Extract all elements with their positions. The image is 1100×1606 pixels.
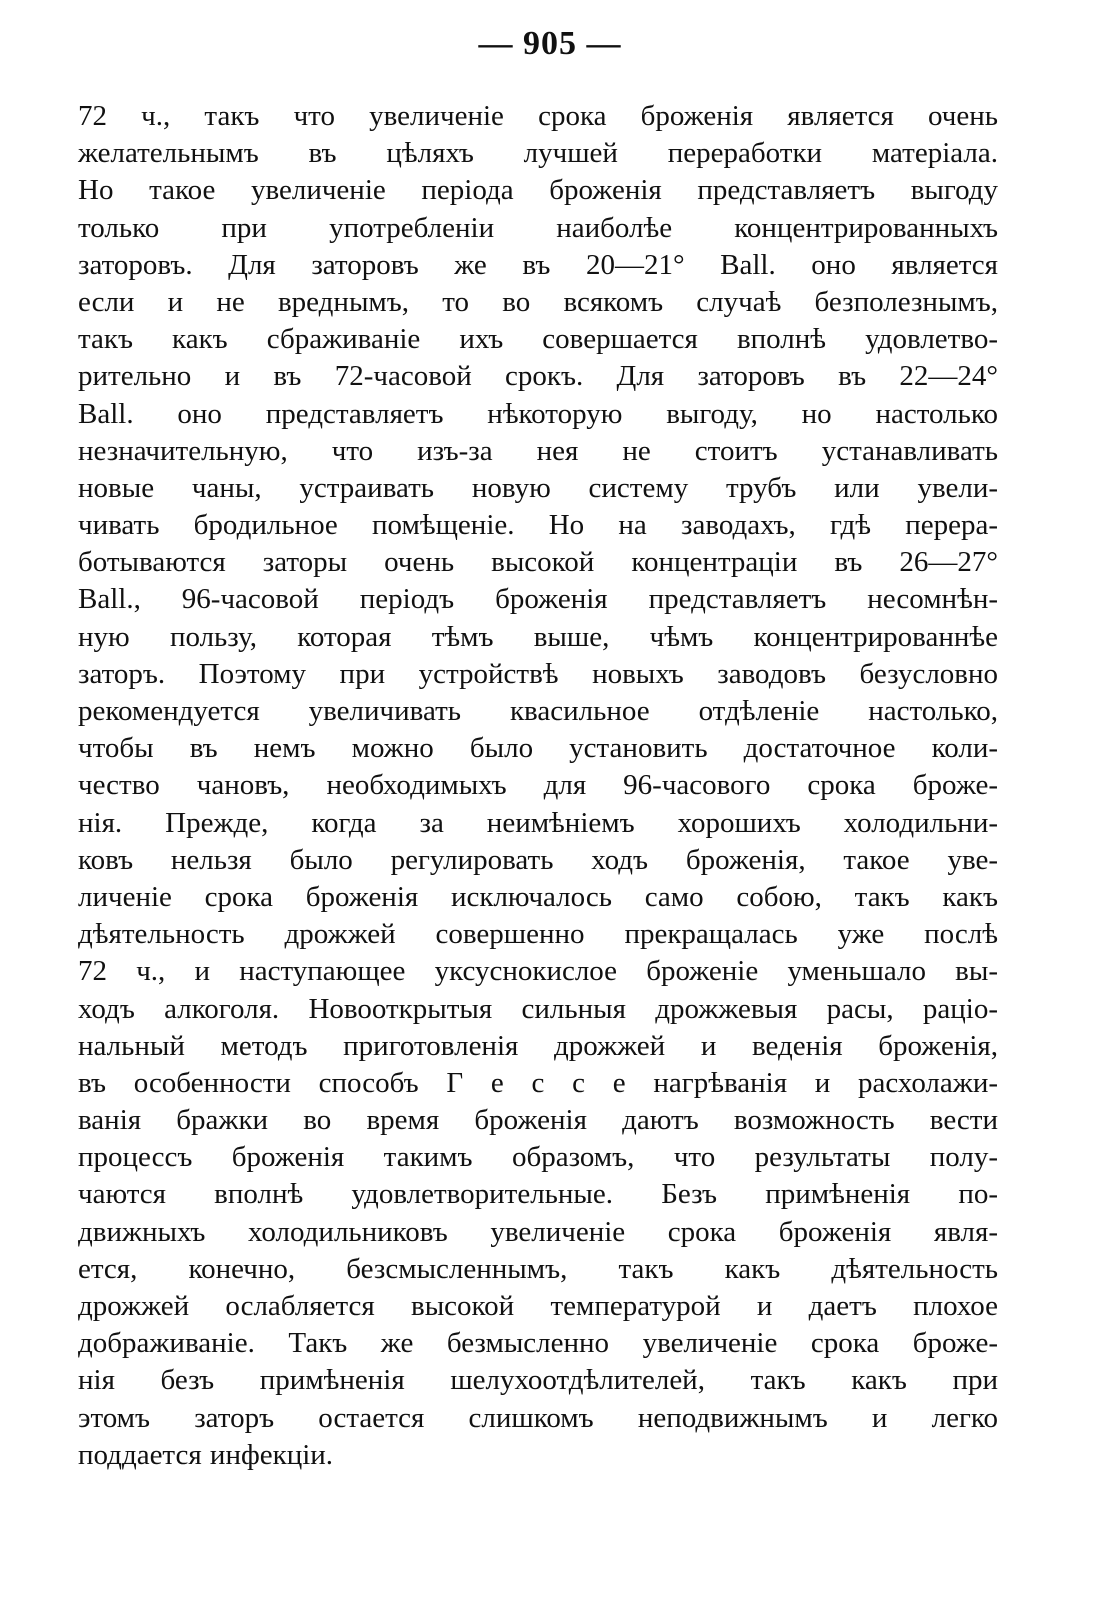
text-line: дображиванiе. Такъ же безмысленно увеличенiе срока броже- bbox=[78, 1327, 998, 1360]
body-text bbox=[78, 98, 998, 1474]
text-line: рекомендуется увеличивать квасильное отдѣленiе настолько, bbox=[78, 695, 998, 727]
text-line: дѣятельность дрожжей совершенно прекращалась уже послѣ bbox=[78, 918, 998, 951]
text-line: чаются вполнѣ удовлетворительные. Безъ примѣненiя по- bbox=[78, 1178, 998, 1211]
text-line: нальный методъ приготовленiя дрожжей и веденiя броженiя, bbox=[78, 1029, 998, 1062]
text-line: ную пользу, которая тѣмъ выше, чѣмъ концентрированнѣе bbox=[78, 620, 998, 653]
text-line: чтобы въ немъ можно было установить достаточное коли- bbox=[78, 732, 998, 765]
text-line: незначительную, что изъ-за нея не стоитъ устанавливать bbox=[78, 434, 998, 467]
text-line: Ball. оно представляетъ нѣкоторую выгоду, но настолько bbox=[78, 397, 998, 430]
text-line: желательнымъ въ цѣляхъ лучшей переработки матерiала. bbox=[78, 137, 998, 170]
text-line: новые чаны, устраивать новую систему трубъ или увели- bbox=[78, 471, 998, 504]
text-line: ется, конечно, безсмысленнымъ, такъ какъ дѣятельность bbox=[78, 1252, 998, 1285]
text-line: ходъ алкоголя. Новооткрытыя сильныя дрожжевыя расы, рацiо- bbox=[78, 992, 998, 1025]
text-line: рительно и въ 72-часовой срокъ. Для заторовъ въ 22—24° bbox=[78, 360, 998, 393]
text-line: нiя. Прежде, когда за неимѣнiемъ хорошихъ холодильни- bbox=[78, 806, 998, 839]
text-line: только при употребленiи наиболѣе концентрированныхъ bbox=[78, 211, 998, 244]
text-line: Ball., 96-часовой перiодъ броженiя представляетъ несомнѣн- bbox=[78, 583, 998, 616]
text-line: если и не вреднымъ, то во всякомъ случаѣ безполезнымъ, bbox=[78, 285, 998, 318]
text-line: ботываются заторы очень высокой концентрацiи въ 26—27° bbox=[78, 546, 998, 579]
text-line: ванiя бражки во время броженiя даютъ возможность вести bbox=[78, 1104, 998, 1137]
text-line: въ особенности способъ Г е с с е нагрѣванiя и расхолажи- bbox=[78, 1066, 998, 1099]
text-line: чество чановъ, необходимыхъ для 96-часового срока броже- bbox=[78, 769, 998, 802]
text-line: заторовъ. Для заторовъ же въ 20—21° Ball. оно является bbox=[78, 248, 998, 281]
text-line: личенiе срока броженiя исключалось само собою, такъ какъ bbox=[78, 880, 998, 913]
text-line: нiя безъ примѣненiя шелухоотдѣлителей, такъ какъ при bbox=[78, 1364, 998, 1397]
text-line: движныхъ холодильниковъ увеличенiе срока броженiя явля- bbox=[78, 1215, 998, 1248]
text-line: поддается инфекцiи. bbox=[78, 1438, 334, 1471]
text-line: заторъ. Поэтому при устройствѣ новыхъ заводовъ безусловно bbox=[78, 657, 998, 690]
text-line: этомъ заторъ остается слишкомъ неподвижнымъ и легко bbox=[78, 1401, 998, 1434]
text-line: процессъ броженiя такимъ образомъ, что результаты полу- bbox=[78, 1141, 998, 1174]
text-line: чивать бродильное помѣщенiе. Но на заводахъ, гдѣ перера- bbox=[78, 509, 998, 542]
page-number: — 905 — bbox=[478, 25, 622, 62]
text-line: Но такое увеличенiе перiода броженiя представляетъ выгоду bbox=[78, 174, 998, 207]
text-line: дрожжей ослабляется высокой температурой и даетъ плохое bbox=[78, 1290, 998, 1322]
text-line: ковъ нельзя было регулировать ходъ броженiя, такое уве- bbox=[78, 843, 998, 876]
text-line: 72 ч., такъ что увеличенiе срока броженiя является очень bbox=[78, 100, 998, 132]
text-line: такъ какъ сбраживанiе ихъ совершается вполнѣ удовлетво- bbox=[78, 323, 998, 356]
text-line: 72 ч., и наступающее уксуснокислое броженiе уменьшало вы- bbox=[78, 955, 998, 988]
